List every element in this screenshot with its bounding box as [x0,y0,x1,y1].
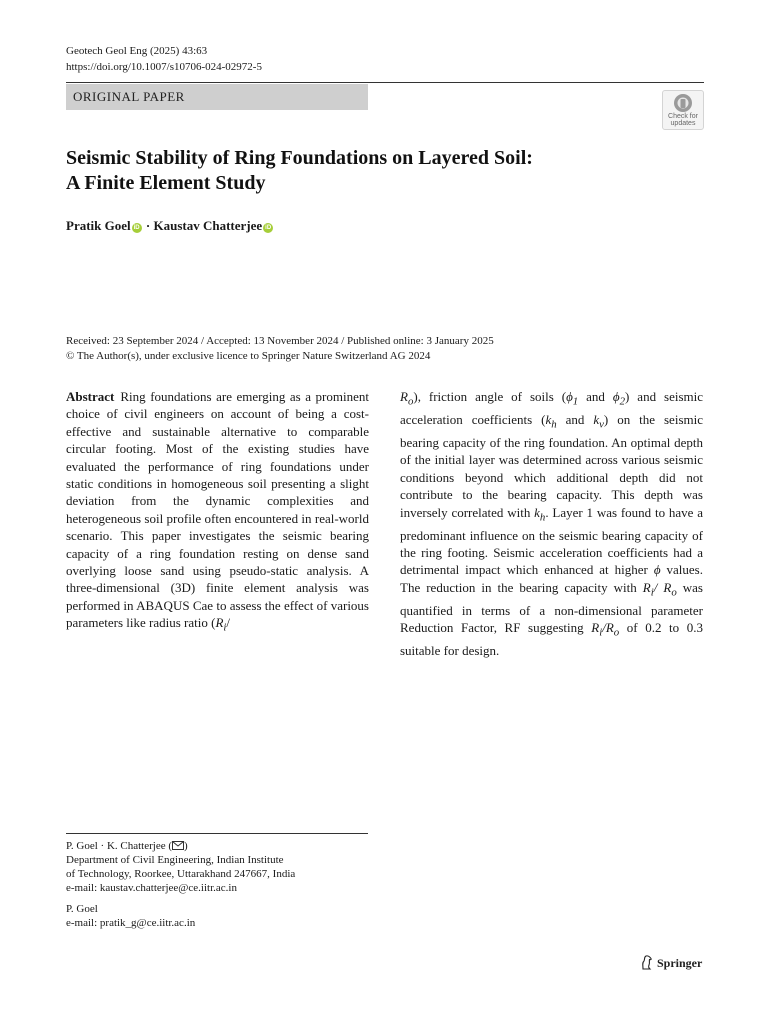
phi-symbol: ϕ [653,562,661,578]
author-name[interactable]: Kaustav Chatterjee [153,218,263,233]
dates-line: Received: 23 September 2024 / Accepted: 13 November 2024 / Published online: 3 January 2025 [66,335,494,347]
doi-link[interactable]: https://doi.org/10.1007/s10706-024-02972-5 [66,61,262,73]
abstract-text: ), friction angle of soils ( [413,389,567,404]
check-for-updates-badge[interactable] [662,90,704,130]
affiliation-institute: of Technology, Roorkee, Uttarakhand 247667, India [66,868,296,880]
author-list [66,218,274,234]
article-title [66,146,626,196]
affiliation-close: ) [184,840,188,852]
header-rule [66,82,704,83]
k-symbol: $k_h$ [545,412,557,431]
journal-line: Geotech Geol Eng (2025) 43:63 [66,45,208,57]
springer-horse-icon [640,955,653,970]
phi-symbol: $\phi_2$ [612,389,626,408]
footnote-rule [66,833,368,834]
abstract-text: . Layer 1 was found to have a predominant influence on the seismic bearing capacity of the ring footing. Seismic acceleration coefficients had a detrimental impact which enhanced at higher [400,504,703,578]
affiliation-block [66,839,295,895]
article-type-banner: ORIGINAL PAPER [66,84,368,110]
envelope-icon[interactable] [172,841,184,850]
check-updates-line2: updates [670,120,696,127]
orcid-icon[interactable]: iD [265,225,272,231]
radius-symbol: $R_i$ [215,615,227,634]
check-updates-icon [673,93,693,113]
check-updates-line1: Check for [668,113,698,120]
abstract-text: and [556,412,594,427]
abstract-text: Ring foundations are emerging as a prominent choice of civil engineers on account of being a cost-effective and sustainable alternative to comparable circular footing. Most of the existing studies have evaluated the performance of ring foundations under static conditions in homogeneous soil presenting a slight deviation from the dynamic complexities and heterogeneous soil profile often encountered in real-world scenario. This paper investigates the seismic bearing capacity of a ring foundation resting on dense sand overlying loose sand using pseudo-static analysis. A three-dimensional (3D) finite element analysis was performed in ABAQUS Cae to assess the effect of various parameters like radius ratio ( [66,389,369,631]
title-line-1: Seismic Stability of Ring Foundations on Layered Soil: [66,147,533,169]
abstract-label: Abstract [66,389,115,404]
abstract-text: values. The reduction in the bearing capacity with [400,562,703,595]
affiliation-department: Department of Civil Engineering, Indian Institute [66,854,284,866]
journal-citation [66,43,262,75]
radius-ratio-symbol: $R_i/$ $R_o$ [642,579,677,599]
abstract-text: was quantified in terms of a non-dimensional parameter Reduction Factor, RF suggesting [400,579,703,636]
radius-ratio-symbol: $R_i/R_o$ [591,620,620,639]
radius-symbol: $R_o$ [400,389,414,408]
affiliation-names: P. Goel · K. Chatterjee ( [66,840,172,852]
author-separator: · [142,218,154,233]
corresponding-email[interactable]: e-mail: kaustav.chatterjee@ce.iitr.ac.in [66,882,237,894]
second-author-name: P. Goel [66,903,98,915]
publisher-name: Springer [657,956,703,970]
k-symbol: $k_h$ [534,504,546,524]
abstract-text: of 0.2 to 0.3 suitable for design. [400,620,703,659]
second-author-email[interactable]: e-mail: pratik_g@ce.iitr.ac.in [66,917,196,929]
abstract-column-right [400,388,703,660]
title-line-2: A Finite Element Study [66,172,266,194]
k-symbol: $k_v$ [593,412,604,431]
publication-history [66,334,494,364]
abstract-text: and [578,389,613,404]
author-name[interactable]: Pratik Goel [66,218,131,233]
orcid-icon[interactable]: iD [133,225,140,231]
abstract-text: ) and seismic acceleration coefficients ( [400,389,703,427]
publisher-logo [640,955,702,971]
second-author-block [66,902,195,930]
abstract-column-left: Abstract Ring foundations are emerging as a prominent choice of civil engineers on account of being a cost-effective and sustainable alternative to comparable circular footing. Most of the existing studies have evaluated the performance of ring foundations under static conditions in homogeneous soil presenting a slight deviation from the dynamic complexities and heterogeneous soil profile often encountered in real-world scenario. This paper investigates the seismic bearing capacity of a ring foundation resting on dense sand overlying loose sand using pseudo-static analysis. A three-dimensional (3D) finite element analysis was performed in ABAQUS Cae to assess the effect of various parameters like radius ratio ($R_i/$ [66,389,369,634]
phi-symbol: $\phi_1$ [566,389,579,408]
abstract-text: ) on the seismic bearing capacity of the ring foundation. An optimal depth of the initial layer was determined across various seismic conditions beyond which additional depth did not contribute to the bearing capacity. This depth was inversely correlated with [400,412,703,520]
affiliation-names-line [66,839,295,853]
copyright-line: © The Author(s), under exclusive licence to Springer Nature Switzerland AG 2024 [66,350,431,362]
